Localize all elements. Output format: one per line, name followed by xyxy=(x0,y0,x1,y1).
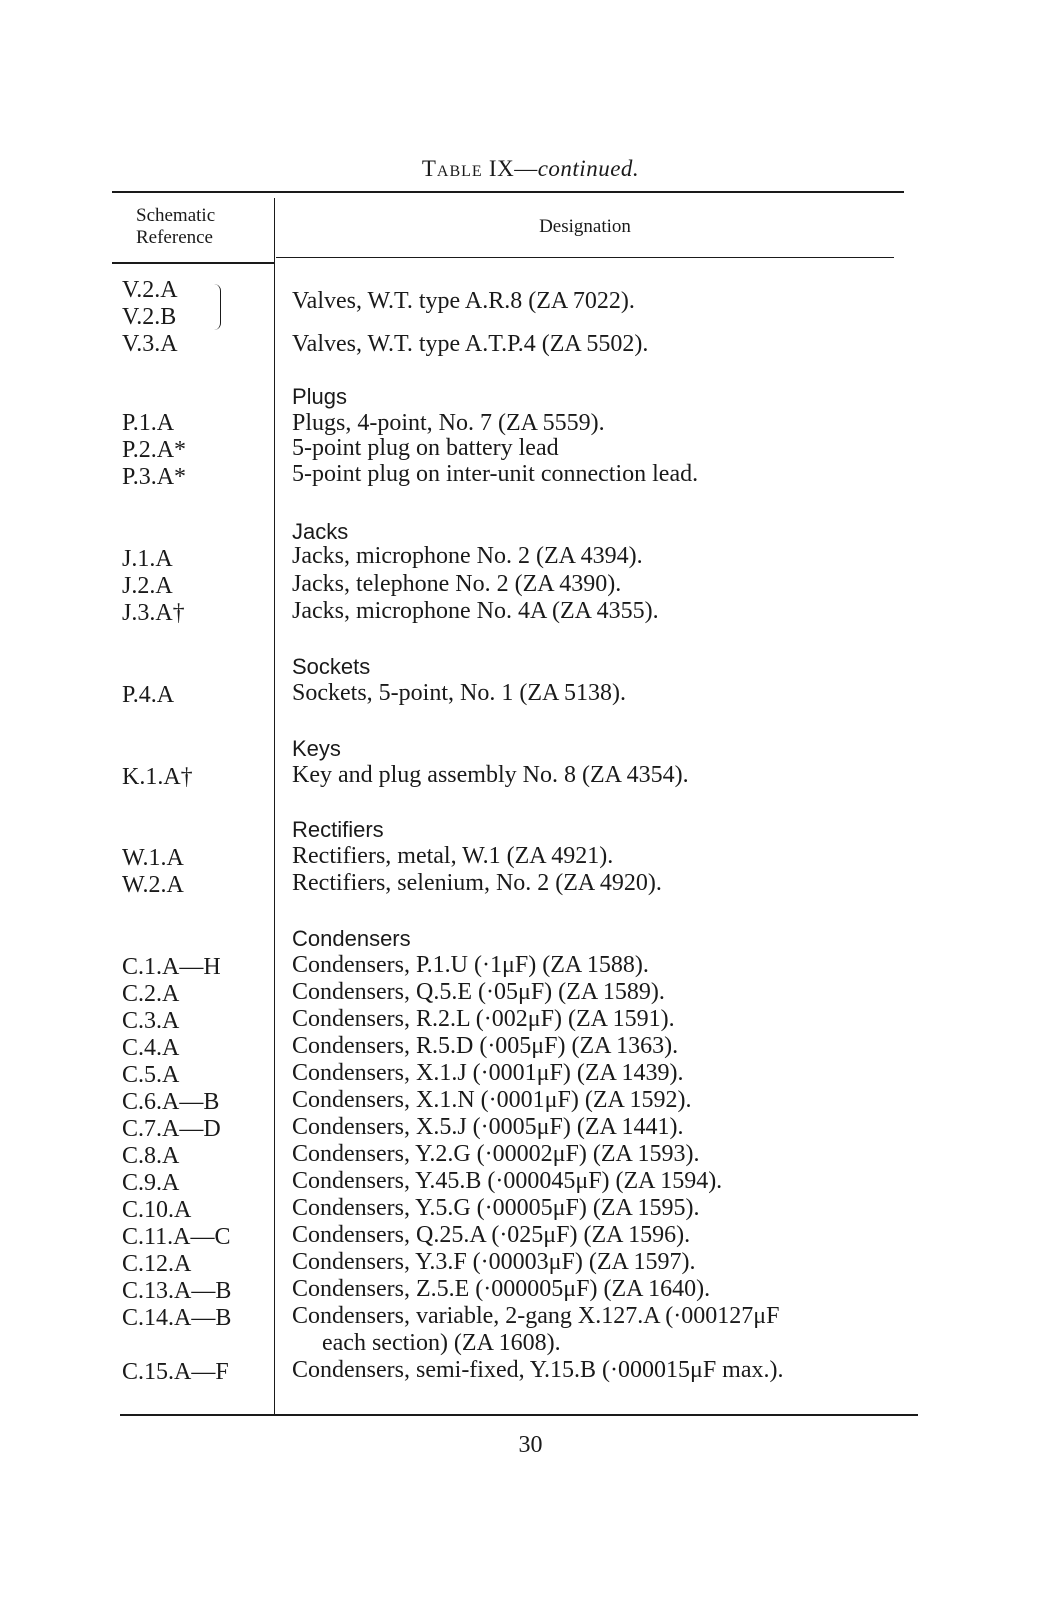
header-designation: Designation xyxy=(539,216,631,237)
reference-cell: V.2.A xyxy=(122,277,178,303)
designation-cell: Valves, W.T. type A.T.P.4 (ZA 5502). xyxy=(292,331,649,357)
reference-cell: P.2.A* xyxy=(122,437,187,463)
designation-continuation: each section) (ZA 1608). xyxy=(322,1330,561,1356)
designation-cell: Condensers, Y.2.G (·00002μF) (ZA 1593). xyxy=(292,1141,700,1167)
table-top-rule xyxy=(112,191,904,193)
reference-cell: C.12.A xyxy=(122,1251,192,1277)
table-title-dash: — xyxy=(514,156,538,181)
designation-cell: Condensers, Y.45.B (·000045μF) (ZA 1594). xyxy=(292,1168,723,1194)
designation-cell: Valves, W.T. type A.R.8 (ZA 7022). xyxy=(292,288,635,314)
reference-cell: P.1.A xyxy=(122,410,175,436)
section-heading: Sockets xyxy=(292,654,371,679)
reference-cell: P.3.A* xyxy=(122,464,187,490)
designation-cell: Sockets, 5-point, No. 1 (ZA 5138). xyxy=(292,680,626,706)
reference-cell: C.5.A xyxy=(122,1062,180,1088)
reference-cell: C.3.A xyxy=(122,1008,180,1034)
reference-cell: C.15.A—F xyxy=(122,1359,229,1385)
reference-cell: W.1.A xyxy=(122,845,184,871)
reference-cell: J.2.A xyxy=(122,573,173,599)
reference-cell: C.8.A xyxy=(122,1143,180,1169)
designation-cell: Condensers, Q.5.E (·05μF) (ZA 1589). xyxy=(292,979,665,1005)
reference-cell: J.1.A xyxy=(122,546,173,572)
section-heading: Plugs xyxy=(292,384,348,409)
designation-cell: 5-point plug on inter-unit connection lead. xyxy=(292,461,699,487)
section-heading: Condensers xyxy=(292,926,411,951)
reference-cell: C.14.A—B xyxy=(122,1305,232,1331)
designation-cell: Condensers, Q.25.A (·025μF) (ZA 1596). xyxy=(292,1222,691,1248)
designation-cell: Rectifiers, metal, W.1 (ZA 4921). xyxy=(292,843,614,869)
header-rule-right xyxy=(276,257,894,258)
designation-cell: Rectifiers, selenium, No. 2 (ZA 4920). xyxy=(292,870,662,896)
designation-cell: Condensers, variable, 2-gang X.127.A (·000127μF xyxy=(292,1303,780,1329)
designation-cell: Condensers, semi-fixed, Y.15.B (·000015μF max.). xyxy=(292,1357,784,1383)
header-rule-left xyxy=(112,262,274,264)
header-schematic-reference: Schematic Reference xyxy=(136,205,216,248)
reference-cell: K.1.A† xyxy=(122,764,193,790)
designation-cell: Condensers, X.1.J (·0001μF) (ZA 1439). xyxy=(292,1060,684,1086)
column-divider xyxy=(274,198,275,1416)
page-number: 30 xyxy=(518,1432,543,1458)
table-title-number: IX xyxy=(488,156,515,181)
designation-cell: Jacks, telephone No. 2 (ZA 4390). xyxy=(292,571,622,597)
reference-cell: C.1.A—H xyxy=(122,954,221,980)
designation-cell: Condensers, Y.5.G (·00005μF) (ZA 1595). xyxy=(292,1195,700,1221)
designation-cell: 5-point plug on battery lead xyxy=(292,435,559,461)
designation-cell: Plugs, 4-point, No. 7 (ZA 5559). xyxy=(292,410,605,436)
designation-cell: Condensers, P.1.U (·1μF) (ZA 1588). xyxy=(292,952,649,978)
reference-cell: V.2.B xyxy=(122,304,177,330)
reference-cell: C.10.A xyxy=(122,1197,192,1223)
section-heading: Keys xyxy=(292,736,341,761)
designation-cell: Jacks, microphone No. 2 (ZA 4394). xyxy=(292,543,643,569)
table-title-prefix: Table xyxy=(421,156,483,181)
designation-cell: Condensers, Y.3.F (·00003μF) (ZA 1597). xyxy=(292,1249,696,1275)
designation-cell: Condensers, Z.5.E (·000005μF) (ZA 1640). xyxy=(292,1276,711,1302)
reference-cell: W.2.A xyxy=(122,872,184,898)
reference-cell: C.2.A xyxy=(122,981,180,1007)
reference-cell: C.13.A—B xyxy=(122,1278,232,1304)
reference-cell: C.4.A xyxy=(122,1035,180,1061)
designation-cell: Condensers, R.5.D (·005μF) (ZA 1363). xyxy=(292,1033,679,1059)
reference-cell: C.11.A—C xyxy=(122,1224,231,1250)
section-heading: Jacks xyxy=(292,519,349,544)
table-title xyxy=(0,156,1061,182)
reference-cell: J.3.A† xyxy=(122,600,185,626)
table-title-suffix: continued. xyxy=(537,156,640,181)
section-heading: Rectifiers xyxy=(292,817,384,842)
designation-cell: Key and plug assembly No. 8 (ZA 4354). xyxy=(292,762,689,788)
reference-cell: P.4.A xyxy=(122,682,175,708)
reference-cell: C.7.A—D xyxy=(122,1116,221,1142)
reference-cell: V.3.A xyxy=(122,331,178,357)
designation-cell: Jacks, microphone No. 4A (ZA 4355). xyxy=(292,598,659,624)
designation-cell: Condensers, X.5.J (·0005μF) (ZA 1441). xyxy=(292,1114,684,1140)
brace-v2 xyxy=(214,284,221,330)
designation-cell: Condensers, R.2.L (·002μF) (ZA 1591). xyxy=(292,1006,675,1032)
reference-cell: C.6.A—B xyxy=(122,1089,220,1115)
table-bottom-rule xyxy=(120,1414,918,1416)
designation-cell: Condensers, X.1.N (·0001μF) (ZA 1592). xyxy=(292,1087,692,1113)
reference-cell: C.9.A xyxy=(122,1170,180,1196)
